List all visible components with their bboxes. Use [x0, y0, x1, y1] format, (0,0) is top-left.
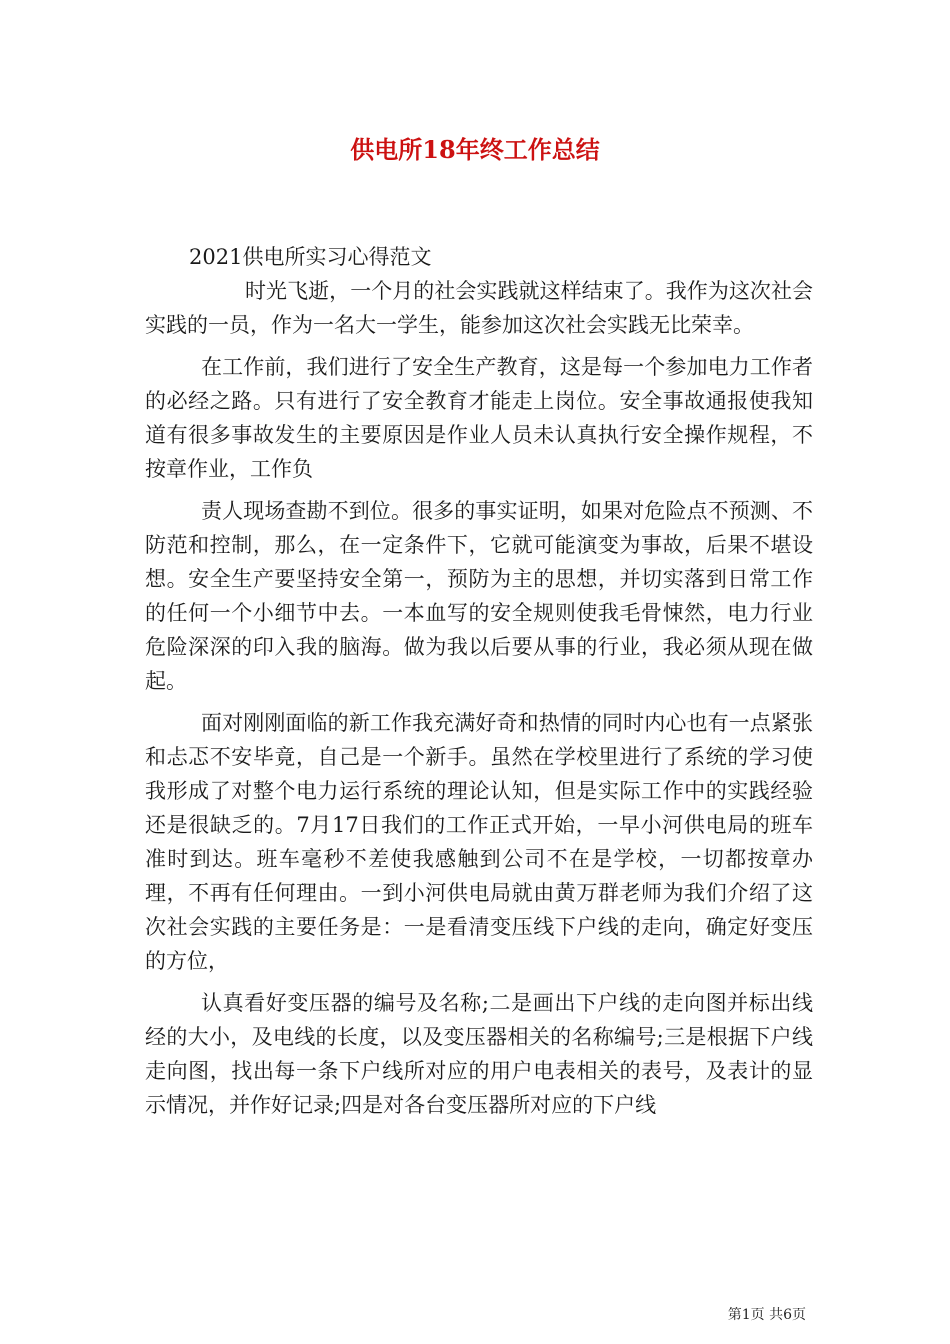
paragraph: 认真看好变压器的编号及名称;二是画出下户线的走向图并标出线经的大小，及电线的长度，以及变压器相关的名称编号;三是根据下户线走向图，找出每一条下户线所对应的用户电表相关的表号，及表计的显示情况，并作好记录;四是对各台变压器所对应的下户线	[145, 991, 813, 1117]
document-body	[145, 240, 813, 1122]
page-number: 第1页 共6页	[727, 1307, 806, 1323]
paragraph: 面对刚刚面临的新工作我充满好奇和热情的同时内心也有一点紧张和忐忑不安毕竟，自己是一个新手。虽然在学校里进行了系统的学习使我形成了对整个电力运行系统的理论认知，但是实际工作中的实践经验还是很缺乏的。7月17日我们的工作正式开始，一早小河供电局的班车准时到达。班车毫秒不差使我感触到公司不在是学校，一切都按章办理，不再有任何理由。一到小河供电局就由黄万群老师为我们介绍了这次社会实践的主要任务是：一是看清变压线下户线的走向，确定好变压的方位，	[145, 711, 813, 973]
paragraph: 时光飞逝，一个月的社会实践就这样结束了。我作为这次社会实践的一员，作为一名大一学生，能参加这次社会实践无比荣幸。	[145, 279, 813, 337]
paragraph: 责人现场查勘不到位。很多的事实证明，如果对危险点不预测、不防范和控制，那么，在一定条件下，它就可能演变为事故，后果不堪设想。安全生产要坚持安全第一，预防为主的思想，并切实落到日常工作的任何一个小细节中去。一本血写的安全规则使我毛骨悚然，电力行业危险深深的印入我的脑海。做为我以后要从事的行业，我必须从现在做起。	[145, 499, 813, 693]
document-subtitle: 2021供电所实习心得范文	[189, 245, 432, 269]
page-title: 供电所18年终工作总结	[350, 135, 600, 164]
paragraph: 在工作前，我们进行了安全生产教育，这是每一个参加电力工作者的必经之路。只有进行了安全教育才能走上岗位。安全事故通报使我知道有很多事故发生的主要原因是作业人员未认真执行安全操作规程，不按章作业，工作负	[145, 355, 813, 481]
